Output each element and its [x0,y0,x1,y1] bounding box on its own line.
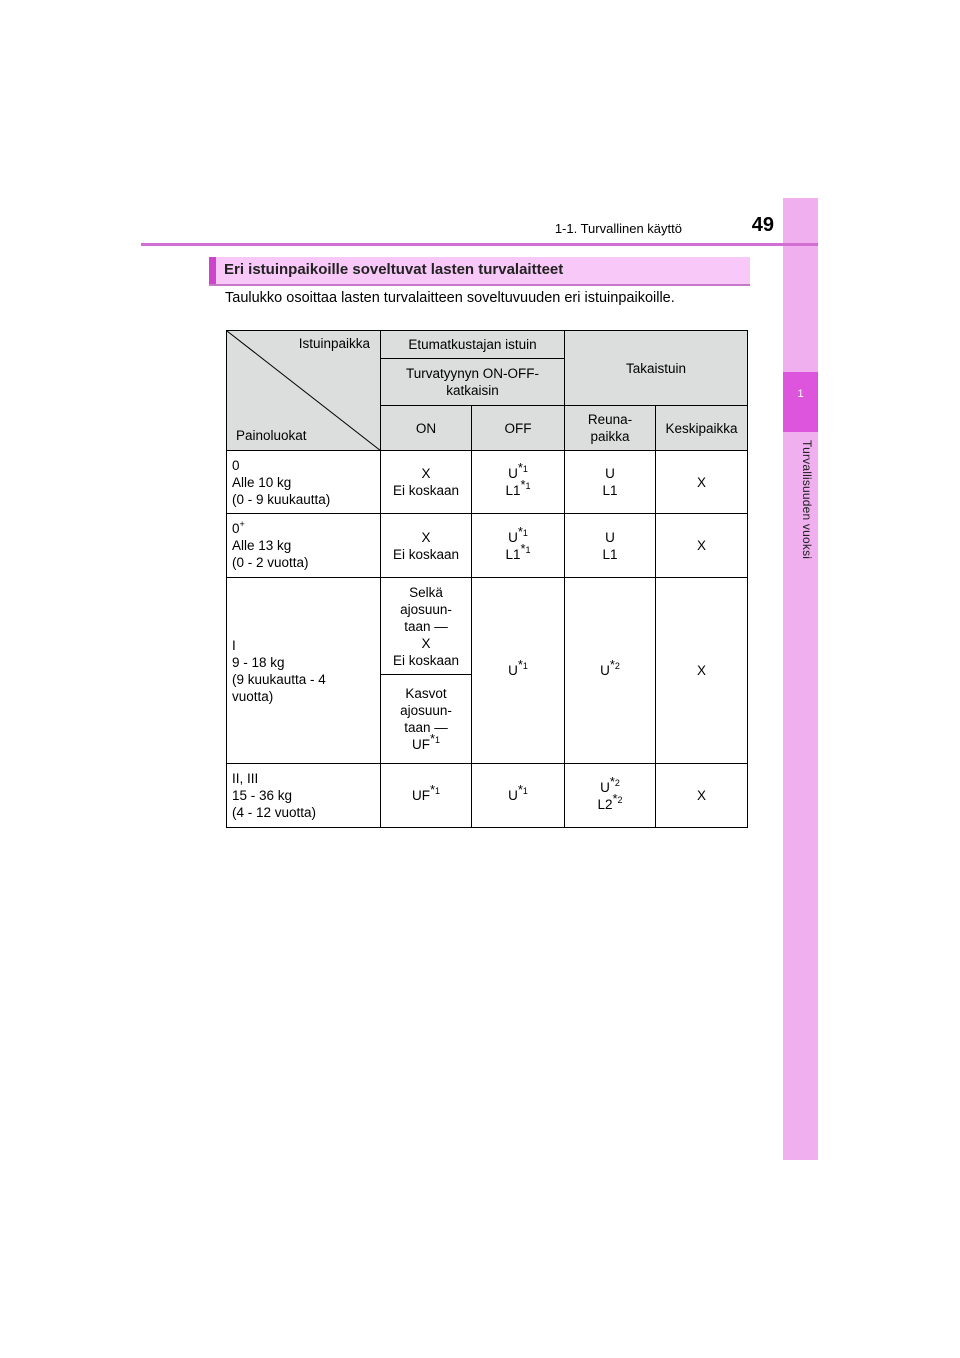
weight-group-cell [227,764,381,828]
child-seat-table [226,330,748,828]
cell-on-rear-facing: Selkä ajosuun-taan — X Ei koskaan [381,578,472,675]
cell-on: X Ei koskaan [381,514,472,578]
heading-accent [209,257,216,284]
header-rear-seat: Takaistuin [565,331,748,406]
group-age: (9 kuukautta - 4 vuotta) [232,671,326,704]
header-col-center: Keskipaikka [656,406,748,451]
intro-text: Taulukko osoittaa lasten turvalaitteen soveltuvuuden eri istuinpaikoille. [225,290,675,306]
header-airbag-switch [381,359,565,406]
cell-center: X [656,764,748,828]
cell-center: X [656,451,748,514]
page-number: 49 [751,214,774,236]
cell-off: $U^{*1}$ [472,578,565,764]
corner-label-weight: Painoluokat [236,428,307,443]
cell-off: $U^{*1}$ [472,764,565,828]
cell-outer: U L1 [565,451,656,514]
table-row [227,578,748,675]
section-heading [209,257,750,286]
cell-center: X [656,578,748,764]
cell-on-forward-facing: Kasvot ajosuun-taan — UF$^{*1}$ [381,675,472,764]
group-age: (0 - 2 vuotta) [232,555,309,570]
group-label: II, III [232,771,259,786]
group-weight: 15 - 36 kg [232,788,293,803]
header-col-outer-label: Reuna-paikka [587,412,633,444]
chapter-marker [783,372,818,432]
table-row [227,451,748,514]
header-col-outer [565,406,656,451]
group-weight: Alle 13 kg [232,538,292,553]
cell-off: $U^{*1}$ L1$^{*1}$ [472,514,565,578]
cell-outer: $U^{*2}$ L2$^{*2}$ [565,764,656,828]
table-row [227,764,748,828]
section-heading-text: Eri istuinpaikoille soveltuvat lasten turvalaitteet [224,261,564,278]
section-reference: 1-1. Turvallinen käyttö [554,221,682,236]
cell-outer: $U^{*2}$ [565,578,656,764]
cell-outer: U L1 [565,514,656,578]
weight-group-cell [227,451,381,514]
weight-group-cell [227,578,381,764]
group-label: I [232,637,236,653]
header-col-on: ON [381,406,472,451]
cell-center: X [656,514,748,578]
cell-on: UF$^{*1}$ [381,764,472,828]
chapter-number: 1 [797,388,804,400]
header-divider [141,243,818,246]
group-age: (0 - 9 kuukautta) [232,491,331,507]
cell-on: X Ei koskaan [381,451,472,514]
group-weight: 9 - 18 kg [232,654,285,670]
header-front-seat: Etumatkustajan istuin [381,331,565,359]
group-age: (4 - 12 vuotta) [232,805,317,820]
table-corner-cell [227,331,381,451]
corner-label-seat: Istuinpaikka [298,336,370,351]
header-col-off: OFF [472,406,565,451]
group-label: 0 [232,457,240,473]
group-weight: Alle 10 kg [232,474,292,490]
group-label: 0+ [232,519,245,536]
weight-group-cell [227,514,381,578]
table-row [227,514,748,578]
cell-off: $U^{*1}$ L1$^{*1}$ [472,451,565,514]
header-airbag-switch-label: Turvatyynyn ON-OFF-katkaisin [405,366,539,398]
chapter-title: Turvallisuuden vuoksi [800,440,814,560]
chapter-side-tab [783,198,818,1160]
